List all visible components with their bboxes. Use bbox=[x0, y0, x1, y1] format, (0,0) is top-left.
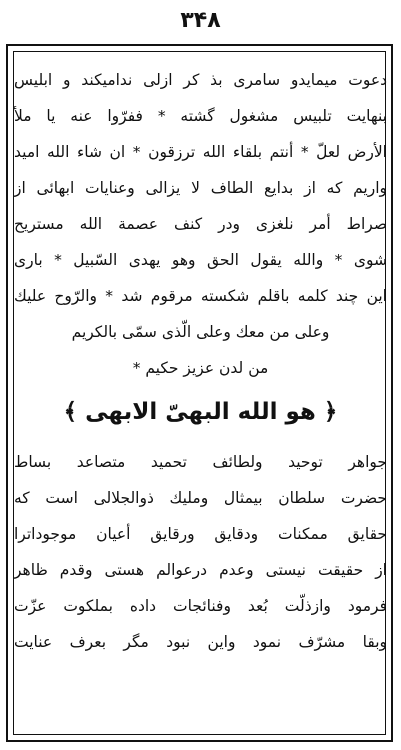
text-line: از حقیقت نیستی وعدم درعوالم هستی وقدم ظاهر bbox=[14, 561, 387, 579]
text-line: واریم که از بدایع الطاف لا یزالی وعنایات ابهائی از bbox=[14, 179, 387, 197]
paragraph-1 bbox=[14, 62, 387, 386]
text-line: جواهر توحید ولطائف تحمید متصاعد بساط bbox=[14, 453, 387, 471]
text-line: بنهایت تلبیس مشغول گشته * ففرّوا عنه یا ملأ bbox=[14, 107, 387, 125]
text-line: حقایق ممکنات ودقایق ورقایق أعیان موجوداترا bbox=[14, 525, 387, 543]
paragraph-2 bbox=[14, 444, 387, 660]
section-heading: ﴿ هو الله البهیّ الابهی ﴾ bbox=[63, 399, 338, 425]
text-line: الأرض لعلّ * أنتم بلقاء الله ترزقون * ان شاء الله امید bbox=[14, 143, 387, 161]
text-line: این چند کلمه باقلم شکسته مرقوم شد * والرّوح علیك bbox=[14, 287, 387, 305]
text-line: وعلی من معك وعلی الّذی سمّی بالکریم bbox=[71, 323, 330, 341]
text-line: شوی * والله یقول الحق وهو یهدی السّبیل * باری bbox=[14, 251, 387, 269]
text-line: فرمود وازذلّت بُعد وفنائجات داده بملکوت عزّت bbox=[14, 597, 387, 615]
text-line: من لدن عزیز حکیم * bbox=[132, 359, 269, 377]
text-line: حضرت سلطان بیمثال وملیك ذوالجلالی است که bbox=[14, 489, 387, 507]
text-line: دعوت میمایدو سامری بذ کر ازلی ندامیکند و ابلیس bbox=[14, 71, 387, 89]
text-line: وبقا مشرّف نمود واین نبود مگر بعرف عنایت bbox=[14, 633, 387, 651]
text-line: صراط أمر نلغزی ودر کنف عصمة الله مستریح bbox=[14, 215, 387, 233]
page-number: ۳۴۸ bbox=[180, 8, 221, 33]
